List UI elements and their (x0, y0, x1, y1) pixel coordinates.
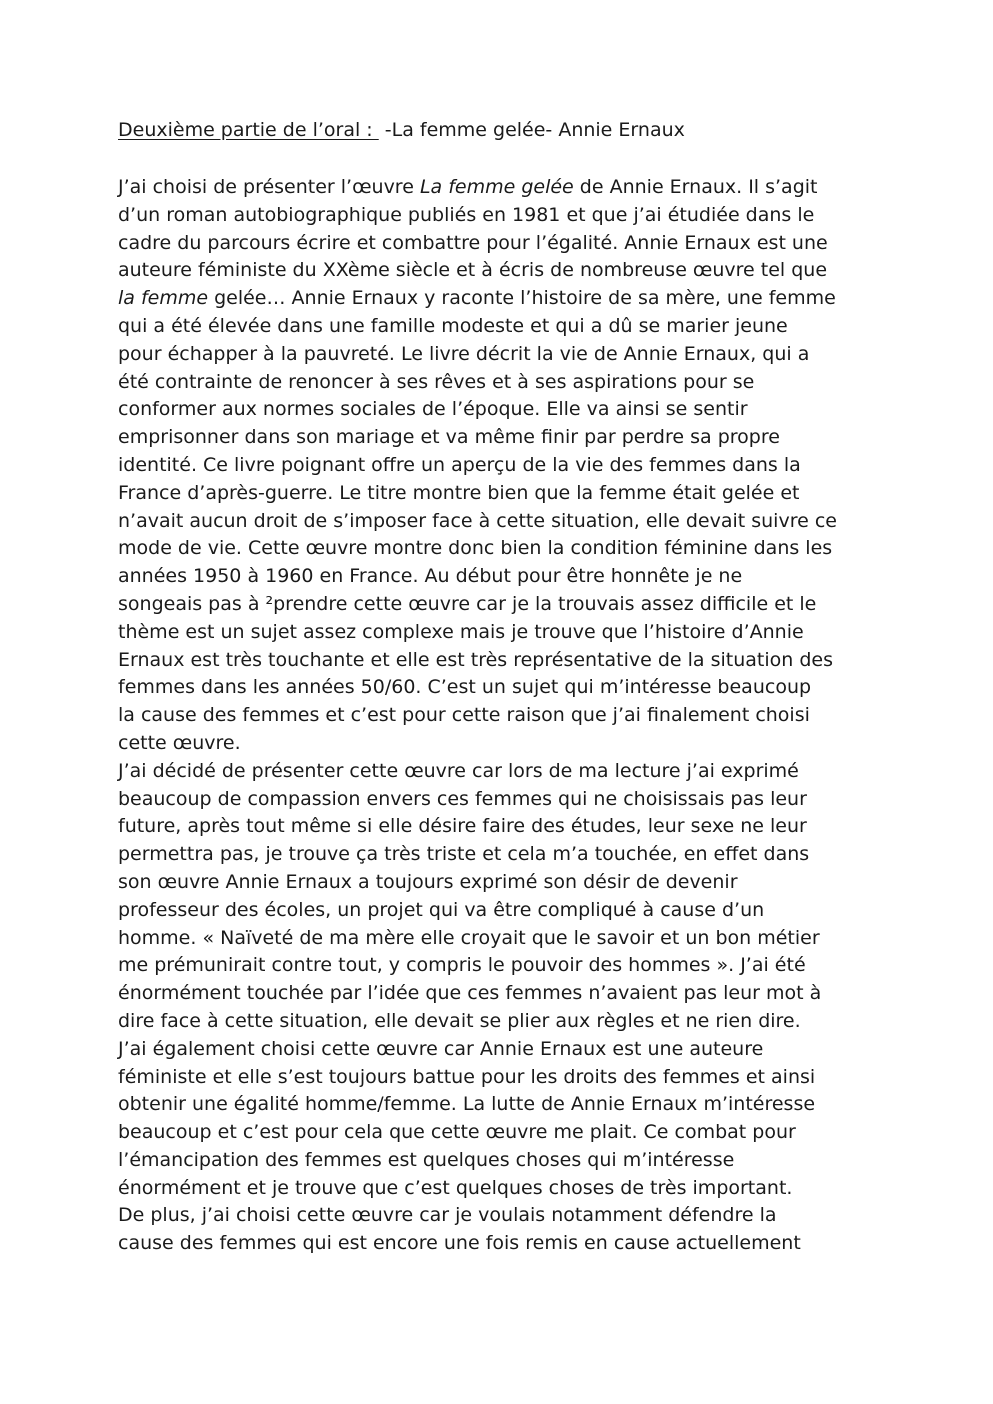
title-rest: -La femme gelée- Annie Ernaux (378, 119, 685, 141)
text-line: la cause des femmes et c’est pour cette raison que j’ai finalement choisi (118, 704, 810, 727)
text-segment: gelée… Annie Ernaux y raconte l’histoire de sa mère, une femme (208, 287, 836, 310)
text-line: J’ai décidé de présenter cette œuvre car lors de ma lecture j’ai exprimé (118, 759, 799, 782)
text-line: De plus, j’ai choisi cette œuvre car je voulais notamment défendre la (118, 1204, 777, 1227)
document-content (118, 116, 898, 1258)
text-line: été contrainte de renoncer à ses rêves et à ses aspirations pour se (118, 370, 755, 393)
text-line: thème est un sujet assez complexe mais je trouve que l’histoire d’Annie (118, 620, 804, 643)
text-line: qui a été élevée dans une famille modeste et qui a dû se marier jeune (118, 314, 788, 337)
page-title (118, 116, 898, 144)
text-line: permettra pas, je trouve ça très triste et cela m’a touchée, en effet dans (118, 843, 810, 866)
text-line: France d’après-guerre. Le titre montre bien que la femme était gelée et (118, 481, 800, 504)
text-line: beaucoup de compassion envers ces femmes qui ne choisissais pas leur (118, 787, 807, 810)
text-line: future, après tout même si elle désire faire des études, leur sexe ne leur (118, 815, 807, 838)
text-line: conformer aux normes sociales de l’époque. Elle va ainsi se sentir (118, 398, 748, 421)
text-line: obtenir une égalité homme/femme. La lutte de Annie Ernaux m’intéresse (118, 1093, 816, 1116)
text-line: cadre du parcours écrire et combattre pour l’égalité. Annie Ernaux est une (118, 231, 828, 254)
text-line: son œuvre Annie Ernaux a toujours exprimé son désir de devenir (118, 870, 738, 893)
text-line: cause des femmes qui est encore une fois remis en cause actuellement (118, 1232, 801, 1255)
text-line: pour échapper à la pauvreté. Le livre décrit la vie de Annie Ernaux, qui a (118, 342, 810, 365)
text-line: beaucoup et c’est pour cela que cette œuvre me plait. Ce combat pour (118, 1121, 796, 1144)
text-line (118, 285, 898, 313)
text-line: identité. Ce livre poignant offre un aperçu de la vie des femmes dans la (118, 453, 801, 476)
text-line: dire face à cette situation, elle devait se plier aux règles et ne rien dire. (118, 1009, 801, 1032)
text-line: n’avait aucun droit de s’imposer face à cette situation, elle devait suivre ce (118, 509, 837, 532)
text-line: d’un roman autobiographique publiés en 1981 et que j’ai étudiée dans le (118, 203, 815, 226)
title-underlined-part: Deuxième partie de l’oral : (118, 119, 379, 141)
text-segment: de Annie Ernaux. Il s’agit (573, 176, 818, 198)
text-line: homme. « Naïveté de ma mère elle croyait que le savoir et un bon métier (118, 926, 820, 949)
text-line: féministe et elle s’est toujours battue pour les droits des femmes et ainsi (118, 1065, 816, 1088)
text-line: énormément touchée par l’idée que ces femmes n’avaient pas leur mot à (118, 982, 822, 1005)
text-line: J’ai également choisi cette œuvre car Annie Ernaux est une auteure (118, 1037, 764, 1060)
text-line: cette œuvre. (118, 731, 241, 754)
text-line: professeur des écoles, un projet qui va être compliqué à cause d’un (118, 898, 765, 921)
text-line: années 1950 à 1960 en France. Au début pour être honnête je ne (118, 565, 743, 588)
text-line: me prémunirait contre tout, y compris le pouvoir des hommes ». J’ai été (118, 954, 806, 977)
text-line: énormément et je trouve que c’est quelques choses de très important. (118, 1176, 793, 1199)
text-line: femmes dans les années 50/60. C’est un sujet qui m’intéresse beaucoup (118, 676, 812, 699)
text-line: emprisonner dans son mariage et va même finir par perdre sa propre (118, 426, 780, 449)
book-title-italic: la femme (118, 287, 209, 310)
text-segment: J’ai choisi de présenter l’œuvre (118, 176, 420, 198)
text-line: songeais pas à ²prendre cette œuvre car je la trouvais assez difficile et le (118, 592, 817, 615)
text-line: mode de vie. Cette œuvre montre donc bien la condition féminine dans les (118, 537, 833, 560)
essay-body (118, 174, 898, 1258)
text-line (118, 174, 898, 202)
text-line: Ernaux est très touchante et elle est très représentative de la situation des (118, 648, 834, 671)
book-title-italic: La femme gelée (419, 176, 574, 198)
text-line: l’émancipation des femmes est quelques choses qui m’intéresse (118, 1148, 735, 1171)
text-line: auteure féministe du XXème siècle et à écris de nombreuse œuvre tel que (118, 259, 828, 282)
